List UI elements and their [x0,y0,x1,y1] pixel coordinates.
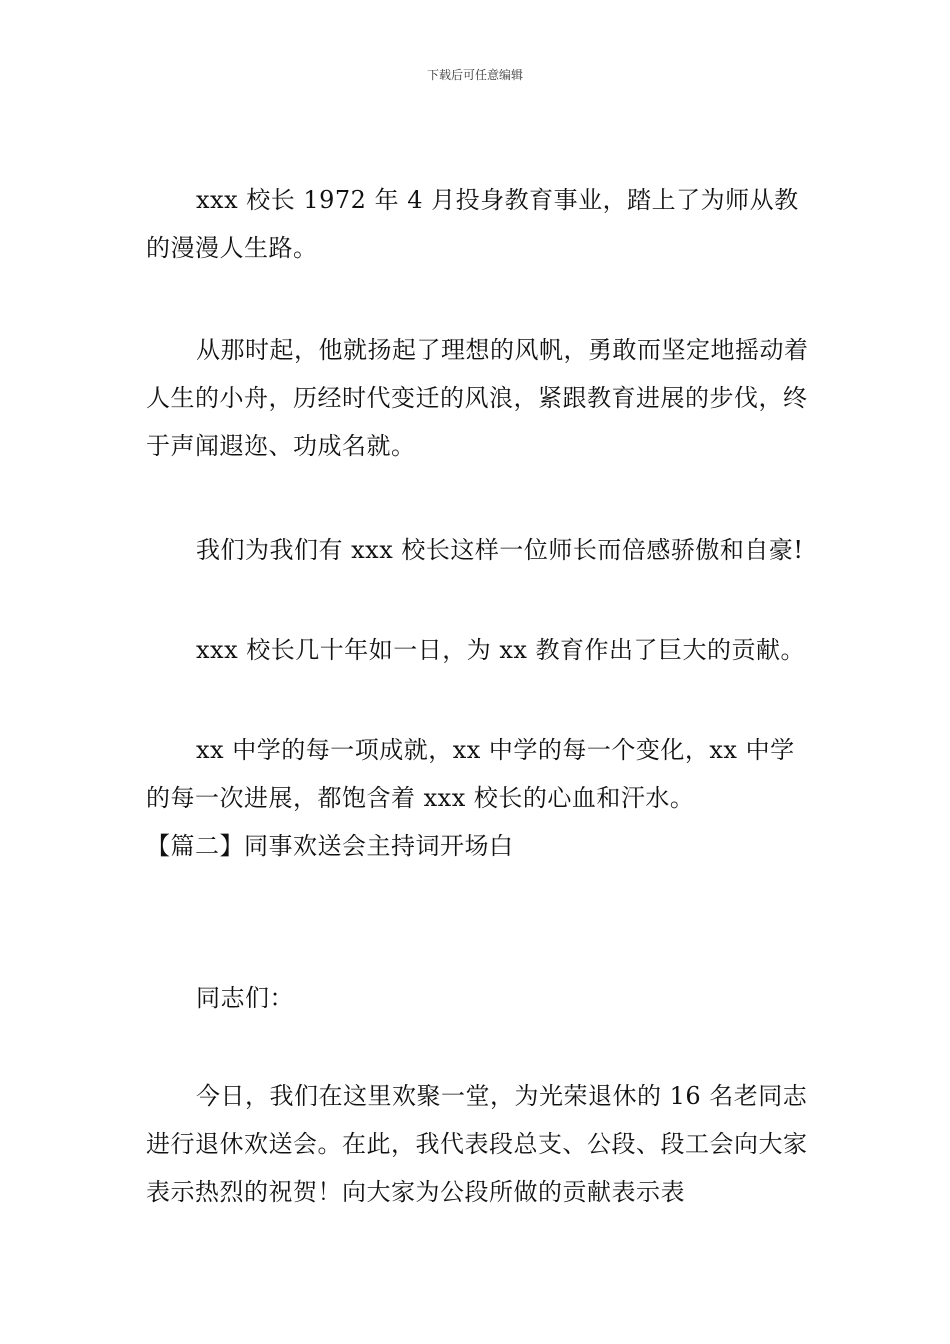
paragraph-1: xxx 校长 1972 年 4 月投身教育事业，踏上了为师从教的漫漫人生路。 [146,186,799,262]
section-heading: 【篇二】同事欢送会主持词开场白 [146,832,514,860]
section-paragraph-2: 今日，我们在这里欢聚一堂，为光荣退休的 16 名老同志进行退休欢送会。在此，我代表段总支、公段、段工会向大家表示热烈的祝贺！向大家为公段所做的贡献表示表 [146,1082,808,1206]
paragraph-4: xxx 校长几十年如一日，为 xx 教育作出了巨大的贡献。 [196,636,806,664]
paragraph-5: xx 中学的每一项成就，xx 中学的每一个变化，xx 中学的每一次进展，都饱含着 xxx 校长的心血和汗水。 [146,736,795,812]
paragraph-2: 从那时起，他就扬起了理想的风帆，勇敢而坚定地摇动着人生的小舟，历经时代变迁的风浪，紧跟教育进展的步伐，终于声闻遐迩、功成名就。 [146,336,809,460]
section-paragraph-1: 同志们： [196,984,294,1012]
page-header-note: 下载后可任意编辑 [426,68,523,82]
paragraph-3: 我们为我们有 xxx 校长这样一位师长而倍感骄傲和自豪! [196,536,804,564]
